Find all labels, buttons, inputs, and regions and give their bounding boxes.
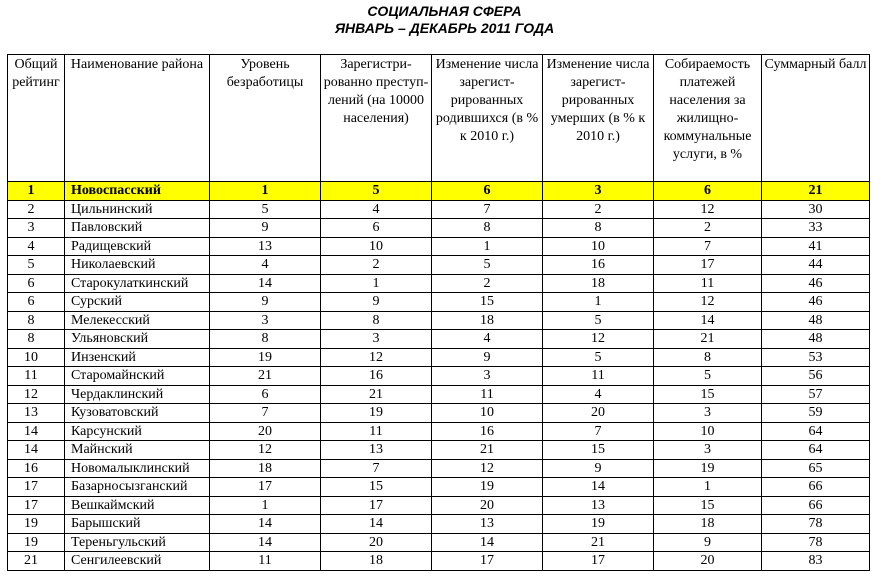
- cell-payments: 6: [654, 182, 762, 201]
- cell-unemployment: 3: [210, 311, 321, 330]
- header-rank: Общий рейтинг: [8, 55, 65, 182]
- cell-name: Инзенский: [65, 348, 210, 367]
- cell-rank: 6: [8, 274, 65, 293]
- cell-name: Сенгилеевский: [65, 552, 210, 571]
- cell-total: 78: [762, 533, 870, 552]
- cell-births: 5: [432, 256, 543, 275]
- cell-total: 64: [762, 422, 870, 441]
- cell-deaths: 10: [543, 237, 654, 256]
- cell-unemployment: 12: [210, 441, 321, 460]
- cell-births: 10: [432, 404, 543, 423]
- cell-rank: 8: [8, 330, 65, 349]
- table-row: [8, 274, 870, 293]
- cell-deaths: 16: [543, 256, 654, 275]
- cell-crimes: 12: [321, 348, 432, 367]
- cell-payments: 18: [654, 515, 762, 534]
- cell-total: 21: [762, 182, 870, 201]
- cell-payments: 8: [654, 348, 762, 367]
- cell-payments: 7: [654, 237, 762, 256]
- cell-payments: 5: [654, 367, 762, 386]
- table-row: [8, 422, 870, 441]
- cell-total: 83: [762, 552, 870, 571]
- cell-crimes: 14: [321, 515, 432, 534]
- cell-payments: 21: [654, 330, 762, 349]
- cell-deaths: 7: [543, 422, 654, 441]
- cell-name: Барышский: [65, 515, 210, 534]
- cell-total: 66: [762, 478, 870, 497]
- cell-births: 11: [432, 385, 543, 404]
- cell-unemployment: 7: [210, 404, 321, 423]
- cell-payments: 14: [654, 311, 762, 330]
- cell-unemployment: 8: [210, 330, 321, 349]
- cell-crimes: 2: [321, 256, 432, 275]
- cell-name: Николаевский: [65, 256, 210, 275]
- cell-deaths: 18: [543, 274, 654, 293]
- cell-total: 78: [762, 515, 870, 534]
- table-row: [8, 219, 870, 238]
- cell-payments: 9: [654, 533, 762, 552]
- cell-payments: 17: [654, 256, 762, 275]
- cell-name: Новомалыклинский: [65, 459, 210, 478]
- cell-unemployment: 18: [210, 459, 321, 478]
- cell-rank: 2: [8, 200, 65, 219]
- cell-unemployment: 13: [210, 237, 321, 256]
- table-row: [8, 515, 870, 534]
- cell-rank: 12: [8, 385, 65, 404]
- page-title: СОЦИАЛЬНАЯ СФЕРА: [367, 3, 522, 19]
- cell-crimes: 1: [321, 274, 432, 293]
- cell-unemployment: 14: [210, 533, 321, 552]
- header-name: Наименование района: [65, 55, 210, 182]
- cell-total: 41: [762, 237, 870, 256]
- cell-rank: 21: [8, 552, 65, 571]
- cell-crimes: 7: [321, 459, 432, 478]
- cell-births: 4: [432, 330, 543, 349]
- cell-total: 48: [762, 330, 870, 349]
- cell-rank: 13: [8, 404, 65, 423]
- cell-rank: 4: [8, 237, 65, 256]
- cell-unemployment: 11: [210, 552, 321, 571]
- cell-unemployment: 5: [210, 200, 321, 219]
- cell-unemployment: 19: [210, 348, 321, 367]
- cell-rank: 14: [8, 441, 65, 460]
- cell-name: Вешкаймский: [65, 496, 210, 515]
- cell-births: 16: [432, 422, 543, 441]
- cell-unemployment: 14: [210, 515, 321, 534]
- cell-payments: 11: [654, 274, 762, 293]
- cell-births: 19: [432, 478, 543, 497]
- header-row: [8, 55, 870, 182]
- cell-name: Ульяновский: [65, 330, 210, 349]
- cell-payments: 12: [654, 293, 762, 312]
- cell-rank: 14: [8, 422, 65, 441]
- cell-deaths: 9: [543, 459, 654, 478]
- cell-rank: 10: [8, 348, 65, 367]
- cell-crimes: 9: [321, 293, 432, 312]
- table-row: [8, 182, 870, 201]
- cell-crimes: 8: [321, 311, 432, 330]
- cell-unemployment: 4: [210, 256, 321, 275]
- header-births: Изменение числа зарегист-рированных родившихся (в % к 2010 г.): [432, 55, 543, 182]
- cell-name: Радищевский: [65, 237, 210, 256]
- cell-payments: 12: [654, 200, 762, 219]
- header-payments: Собираемость платежей населения за жилищно-коммунальные услуги, в %: [654, 55, 762, 182]
- cell-payments: 2: [654, 219, 762, 238]
- cell-births: 21: [432, 441, 543, 460]
- cell-crimes: 21: [321, 385, 432, 404]
- table-row: [8, 293, 870, 312]
- table-row: [8, 330, 870, 349]
- cell-total: 48: [762, 311, 870, 330]
- cell-unemployment: 21: [210, 367, 321, 386]
- cell-crimes: 16: [321, 367, 432, 386]
- cell-payments: 3: [654, 441, 762, 460]
- cell-payments: 15: [654, 496, 762, 515]
- cell-deaths: 12: [543, 330, 654, 349]
- cell-name: Новоспасский: [65, 182, 210, 201]
- cell-deaths: 5: [543, 348, 654, 367]
- cell-total: 46: [762, 274, 870, 293]
- cell-total: 65: [762, 459, 870, 478]
- cell-total: 64: [762, 441, 870, 460]
- cell-deaths: 17: [543, 552, 654, 571]
- cell-payments: 19: [654, 459, 762, 478]
- cell-payments: 1: [654, 478, 762, 497]
- cell-crimes: 11: [321, 422, 432, 441]
- cell-births: 8: [432, 219, 543, 238]
- cell-crimes: 6: [321, 219, 432, 238]
- cell-births: 9: [432, 348, 543, 367]
- cell-births: 14: [432, 533, 543, 552]
- cell-name: Кузоватовский: [65, 404, 210, 423]
- table-row: [8, 478, 870, 497]
- page-subtitle: ЯНВАРЬ – ДЕКАБРЬ 2011 ГОДА: [334, 20, 555, 36]
- cell-name: Тереньгульский: [65, 533, 210, 552]
- cell-crimes: 4: [321, 200, 432, 219]
- cell-total: 66: [762, 496, 870, 515]
- cell-deaths: 8: [543, 219, 654, 238]
- header-crimes: Зарегистри-рованно преступ-лений (на 10000 населения): [321, 55, 432, 182]
- cell-total: 57: [762, 385, 870, 404]
- cell-crimes: 3: [321, 330, 432, 349]
- cell-rank: 16: [8, 459, 65, 478]
- cell-name: Мелекесский: [65, 311, 210, 330]
- rating-table: [7, 54, 870, 571]
- cell-rank: 19: [8, 515, 65, 534]
- cell-crimes: 17: [321, 496, 432, 515]
- cell-births: 15: [432, 293, 543, 312]
- cell-deaths: 2: [543, 200, 654, 219]
- header-total: Суммарный балл: [762, 55, 870, 182]
- cell-payments: 10: [654, 422, 762, 441]
- table-row: [8, 237, 870, 256]
- cell-births: 20: [432, 496, 543, 515]
- cell-unemployment: 14: [210, 274, 321, 293]
- table-row: [8, 367, 870, 386]
- cell-name: Цильнинский: [65, 200, 210, 219]
- cell-deaths: 1: [543, 293, 654, 312]
- cell-births: 12: [432, 459, 543, 478]
- cell-rank: 17: [8, 478, 65, 497]
- cell-deaths: 19: [543, 515, 654, 534]
- cell-total: 46: [762, 293, 870, 312]
- cell-births: 17: [432, 552, 543, 571]
- cell-births: 6: [432, 182, 543, 201]
- table-row: [8, 404, 870, 423]
- cell-total: 44: [762, 256, 870, 275]
- cell-deaths: 11: [543, 367, 654, 386]
- cell-rank: 1: [8, 182, 65, 201]
- cell-name: Старокулаткинский: [65, 274, 210, 293]
- cell-crimes: 15: [321, 478, 432, 497]
- cell-name: Базарносызганский: [65, 478, 210, 497]
- cell-deaths: 20: [543, 404, 654, 423]
- cell-payments: 15: [654, 385, 762, 404]
- cell-name: Павловский: [65, 219, 210, 238]
- cell-births: 18: [432, 311, 543, 330]
- cell-rank: 11: [8, 367, 65, 386]
- cell-crimes: 19: [321, 404, 432, 423]
- cell-rank: 8: [8, 311, 65, 330]
- cell-births: 13: [432, 515, 543, 534]
- cell-births: 7: [432, 200, 543, 219]
- cell-total: 30: [762, 200, 870, 219]
- cell-deaths: 15: [543, 441, 654, 460]
- cell-deaths: 4: [543, 385, 654, 404]
- cell-births: 3: [432, 367, 543, 386]
- cell-total: 56: [762, 367, 870, 386]
- cell-name: Чердаклинский: [65, 385, 210, 404]
- cell-rank: 3: [8, 219, 65, 238]
- cell-crimes: 18: [321, 552, 432, 571]
- cell-crimes: 20: [321, 533, 432, 552]
- table-row: [8, 552, 870, 571]
- cell-payments: 20: [654, 552, 762, 571]
- table-row: [8, 459, 870, 478]
- cell-unemployment: 9: [210, 219, 321, 238]
- table-row: [8, 533, 870, 552]
- cell-total: 33: [762, 219, 870, 238]
- cell-deaths: 5: [543, 311, 654, 330]
- cell-name: Сурский: [65, 293, 210, 312]
- cell-crimes: 10: [321, 237, 432, 256]
- cell-payments: 3: [654, 404, 762, 423]
- cell-deaths: 14: [543, 478, 654, 497]
- cell-unemployment: 1: [210, 182, 321, 201]
- cell-rank: 5: [8, 256, 65, 275]
- header-deaths: Изменение числа зарегист-рированных умерших (в % к 2010 г.): [543, 55, 654, 182]
- cell-deaths: 21: [543, 533, 654, 552]
- cell-rank: 6: [8, 293, 65, 312]
- cell-total: 53: [762, 348, 870, 367]
- cell-unemployment: 17: [210, 478, 321, 497]
- cell-unemployment: 20: [210, 422, 321, 441]
- cell-crimes: 5: [321, 182, 432, 201]
- table-row: [8, 200, 870, 219]
- table-row: [8, 385, 870, 404]
- cell-unemployment: 6: [210, 385, 321, 404]
- cell-unemployment: 9: [210, 293, 321, 312]
- cell-total: 59: [762, 404, 870, 423]
- cell-births: 1: [432, 237, 543, 256]
- cell-name: Старомайнский: [65, 367, 210, 386]
- cell-unemployment: 1: [210, 496, 321, 515]
- cell-rank: 19: [8, 533, 65, 552]
- cell-deaths: 13: [543, 496, 654, 515]
- cell-name: Майнский: [65, 441, 210, 460]
- cell-deaths: 3: [543, 182, 654, 201]
- table-row: [8, 256, 870, 275]
- table-row: [8, 441, 870, 460]
- table-row: [8, 311, 870, 330]
- table-row: [8, 348, 870, 367]
- header-unemployment: Уровень безработицы: [210, 55, 321, 182]
- cell-name: Карсунский: [65, 422, 210, 441]
- cell-crimes: 13: [321, 441, 432, 460]
- table-row: [8, 496, 870, 515]
- cell-rank: 17: [8, 496, 65, 515]
- table-body: [8, 182, 870, 571]
- cell-births: 2: [432, 274, 543, 293]
